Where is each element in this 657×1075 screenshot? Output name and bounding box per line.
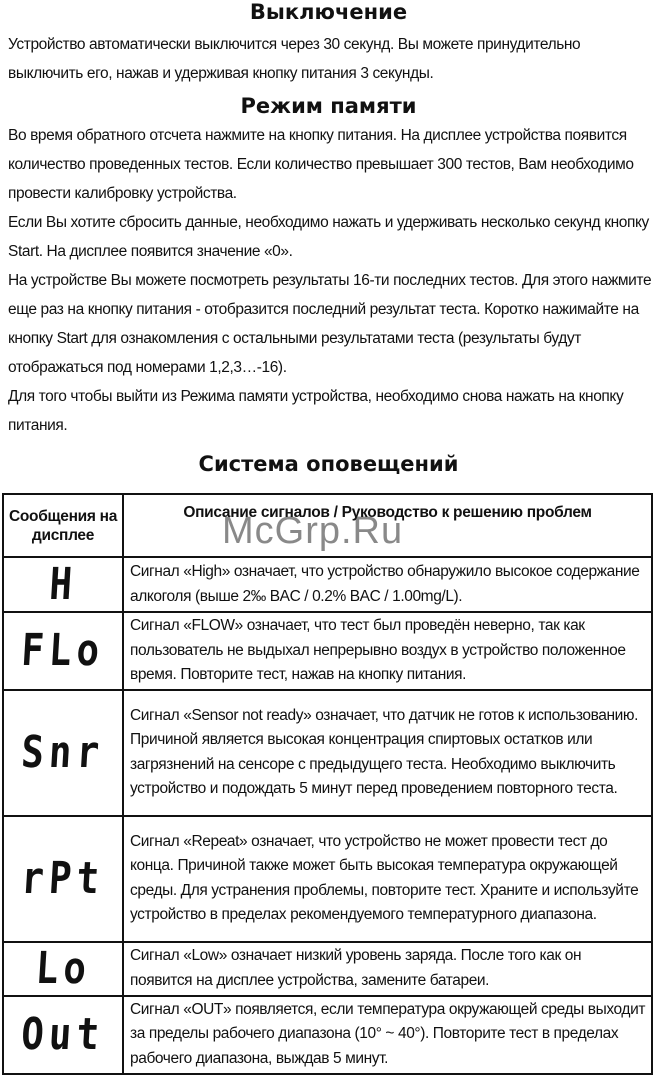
display-code-cell (3, 816, 123, 942)
section-title-power-off: Выключение (249, 0, 408, 24)
alert-table (2, 493, 653, 1075)
header-display-messages: Сообщения на дисплее (3, 494, 123, 557)
display-code-cell (3, 690, 123, 816)
display-code-cell (3, 996, 123, 1074)
header-description: Описание сигналов / Руководство к решению проблем (123, 494, 652, 557)
memory-mode-text (8, 121, 653, 440)
section-title-alert-system: Система оповещений (198, 452, 459, 476)
table-row (3, 996, 652, 1074)
display-code: Snr (20, 726, 106, 778)
watermark: McGrp.Ru (222, 510, 404, 552)
description-cell: Сигнал «High» означает, что устройство обнаружило высокое содержание алкоголя (выше 2‰ BAC / 0.2% BAC / 1.00mg/L). (123, 557, 652, 612)
table-row (3, 557, 652, 612)
memory-paragraph: Если Вы хотите сбросить данные, необходимо нажать и удерживать несколько секунд кнопку Start. На дисплее появится значение «0». (8, 214, 649, 260)
display-code: H (47, 558, 79, 610)
description-cell: Сигнал «Low» означает низкий уровень заряда. После того как он появится на дисплее устройства, замените батареи. (123, 942, 652, 996)
display-code: Out (20, 1008, 106, 1060)
display-code-cell (3, 557, 123, 612)
description-cell: Сигнал «FLOW» означает, что тест был проведён неверно, так как пользователь не выдыхал непрерывно воздух в устройство положенное время. Повторите тест, нажав на кнопку питания. (123, 612, 652, 690)
power-off-text: Устройство автоматически выключится через 30 секунд. Вы можете принудительно выключить его, нажав и удерживая кнопку питания 3 секунды. (8, 36, 581, 82)
table-row (3, 690, 652, 816)
table-row (3, 612, 652, 690)
display-code: rPt (20, 852, 106, 904)
display-code-cell (3, 612, 123, 690)
table-header-row (3, 494, 652, 557)
display-code: Lo (33, 942, 93, 994)
display-code-cell (3, 942, 123, 996)
memory-paragraph: Для того чтобы выйти из Режима памяти устройства, необходимо снова нажать на кнопку питания. (8, 388, 624, 434)
memory-paragraph: На устройстве Вы можете посмотреть результаты 16-ти последних тестов. Для этого нажмите еще раз на кнопку питания - отобразится последний результат теста. Коротко нажимайте на кнопку Start для ознакомления с остальными результатами теста (результаты будут отображаться под номерами 1,2,3…-16). (8, 272, 652, 376)
display-code: FLo (20, 624, 106, 676)
table-row (3, 942, 652, 996)
description-cell: Сигнал «OUT» появляется, если температура окружающей среды выходит за пределы рабочего диапазона (10° ~ 40°). Повторите тест в пределах рабочего диапазона, выждав 5 минут. (123, 996, 652, 1074)
table-row (3, 816, 652, 942)
section-title-memory-mode: Режим памяти (240, 94, 417, 118)
memory-paragraph: Во время обратного отсчета нажмите на кнопку питания. На дисплее устройства появится количество проведенных тестов. Если количество превышает 300 тестов, Вам необходимо провести калибровку устройства. (8, 127, 634, 202)
description-cell: Сигнал «Repeat» означает, что устройство не может провести тест до конца. Причиной также может быть высокая температура окружающей среды. Для устранения проблемы, повторите тест. Храните и используйте устройство в пределах рекомендуемого температурного диапазона. (123, 816, 652, 942)
description-cell: Сигнал «Sensor not ready» означает, что датчик не готов к использованию. Причиной является высокая концентрация спиртовых остатков или загрязнений на сенсоре с предыдущего теста. Необходимо выключить устройство и подождать 5 минут перед проведением повторного теста. (123, 690, 652, 816)
